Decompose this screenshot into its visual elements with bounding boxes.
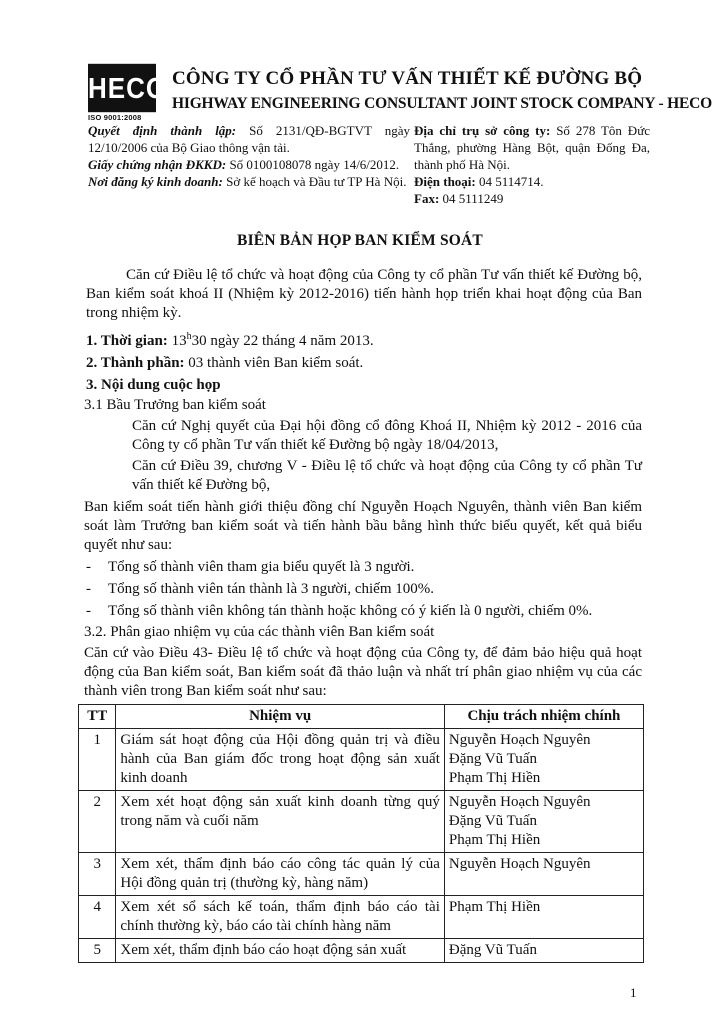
item-time-sup: h [186,331,192,342]
address-value: Số 278 Tôn Đức Thắng, phường Hàng Bột, quận Đống Đa, thành phố Hà Nội. [414,123,651,172]
row-owners [444,939,643,963]
item-participants-value: 03 thành viên Ban kiểm soát. [188,355,364,371]
address-label: Địa chỉ trụ sở công ty: [414,123,551,138]
vote-result-1 [86,558,642,577]
vote-result-text: Tổng số thành viên tham gia biểu quyết là 3 người. [108,559,415,575]
row-number: 1 [79,729,116,791]
section-3-1-heading: 3.1 Bầu Trưởng ban kiểm soát [84,397,266,413]
row-number: 4 [79,896,116,939]
iso-certification: ISO 9001:2008 [88,113,142,122]
bullet-dash: - [86,603,91,619]
fax-value: 04 5111249 [442,191,504,206]
table-row [79,896,644,939]
decision-label: Quyết định thành lập: [88,123,237,138]
header-owner: Chịu trách nhiệm chính [444,705,643,729]
item-participants-label: 2. Thành phần: [86,355,185,371]
vote-result-text: Tổng số thành viên tán thành là 3 người, chiếm 100%. [108,581,435,597]
table-row [79,939,644,963]
registration-value: Sở kế hoạch và Đầu tư TP Hà Nội. [226,174,407,189]
owner-name: Nguyễn Hoạch Nguyên [448,856,591,872]
license-label: Giấy chứng nhận ĐKKD: [88,157,227,172]
item-time-hour: 13 [171,333,187,349]
phone-value: 04 5114714. [479,174,544,189]
company-name-en: HIGHWAY ENGINEERING CONSULTANT JOINT STOCK COMPANY - HECO [172,95,712,112]
company-info-left [88,122,410,190]
row-owners [444,729,643,791]
license-value: Số 0100108078 ngày 14/6/2012. [229,157,400,172]
row-number: 3 [79,853,116,896]
row-owners [444,853,643,896]
table-row [79,791,644,853]
document-title: BIÊN BẢN HỌP BAN KIỂM SOÁT [237,232,483,249]
intro-paragraph: Căn cứ Điều lệ tổ chức và hoạt động của Công ty cổ phần Tư vấn thiết kế Đường bộ, Ban kiểm soát khoá II (Nhiệm kỳ 2012-2016) tiến hành họp triển khai hoạt động của Ban trong nhiệm kỳ. [86,267,642,321]
row-task: Xem xét sổ sách kế toán, thẩm định báo cáo tài chính thường kỳ, báo cáo tài chính hàng năm [116,896,444,939]
item-participants [86,354,642,373]
item-time-rest: 30 ngày 22 tháng 4 năm 2013. [191,333,374,349]
bullet-dash: - [86,581,91,597]
owner-name: Đặng Vũ Tuấn [448,751,537,767]
election-paragraph: Ban kiểm soát tiến hành giới thiệu đồng chí Nguyễn Hoạch Nguyên, thành viên Ban kiểm soát làm Trưởng ban kiểm soát và tiến hành bầu bằng hình thức biểu quyết, kết quả biểu quyết như sau: [84,499,642,553]
row-number: 2 [79,791,116,853]
document-body [86,266,642,701]
owner-name: Phạm Thị Hiền [448,899,541,915]
row-number: 5 [79,939,116,963]
row-owners [444,791,643,853]
row-task: Xem xét, thẩm định báo cáo công tác quản lý của Hội đồng quản trị (thường kỳ, hàng năm) [116,853,444,896]
company-name-vn: CÔNG TY CỔ PHẦN TƯ VẤN THIẾT KẾ ĐƯỜNG BỘ [172,68,643,89]
row-task: Xem xét, thẩm định báo cáo hoạt động sản xuất [116,939,444,963]
fax-label: Fax: [414,191,440,206]
row-task: Xem xét hoạt động sản xuất kinh doanh từng quý trong năm và cuối năm [116,791,444,853]
company-logo [88,66,168,122]
bullet-dash: - [86,559,91,575]
task-assignment-table [78,704,644,963]
table-row [79,729,644,791]
vote-result-3 [86,602,642,621]
logo-text: HECO [88,64,156,112]
item-time [86,327,642,351]
phone-label: Điện thoại: [414,174,476,189]
row-owners [444,896,643,939]
header-tt: TT [79,705,116,729]
row-task: Giám sát hoạt động của Hội đồng quản trị và điều hành của Ban giám đốc trong hoạt động sản xuất kinh doanh [116,729,444,791]
basis-paragraph-2: Căn cứ Điều 39, chương V - Điều lệ tổ chức và hoạt động của Công ty cổ phần Tư vấn thiết kế Đường bộ, [132,458,642,493]
registration-label: Nơi đăng ký kinh doanh: [88,174,223,189]
vote-result-2 [86,580,642,599]
company-info-right [414,122,650,207]
vote-result-text: Tổng số thành viên không tán thành hoặc không có ý kiến là 0 người, chiếm 0%. [108,603,593,619]
owner-name: Đặng Vũ Tuấn [448,813,537,829]
item-content-heading: 3. Nội dung cuộc họp [86,377,221,393]
owner-name: Đặng Vũ Tuấn [448,942,537,958]
item-time-label: 1. Thời gian: [86,333,168,349]
table-header-row [79,705,644,729]
page-number: 1 [630,985,637,1000]
owner-name: Phạm Thị Hiền [448,832,541,848]
owner-name: Nguyễn Hoạch Nguyên [448,794,591,810]
basis-paragraph-1: Căn cứ Nghị quyết của Đại hội đồng cổ đông Khoá II, Nhiệm kỳ 2012 - 2016 của Công ty cổ phần Tư vấn thiết kế Đường bộ ngày 18/04/2013, [132,418,642,453]
assignment-paragraph: Căn cứ vào Điều 43- Điều lệ tổ chức và hoạt động của Công ty, để đảm bảo hiệu quả hoạt động của Ban kiểm soát, Ban kiểm soát đã thảo luận và nhất trí phân giao nhiệm vụ của các thành viên trong Ban kiểm soát như sau: [84,645,642,699]
table-row [79,853,644,896]
decision-value: Số 2131/QĐ-BGTVT ngày 12/10/2006 của Bộ Giao thông vận tải. [88,123,410,155]
section-3-2-heading: 3.2. Phân giao nhiệm vụ của các thành viên Ban kiểm soát [84,624,435,640]
header-task: Nhiệm vụ [116,705,444,729]
owner-name: Phạm Thị Hiền [448,770,541,786]
owner-name: Nguyễn Hoạch Nguyên [448,732,591,748]
